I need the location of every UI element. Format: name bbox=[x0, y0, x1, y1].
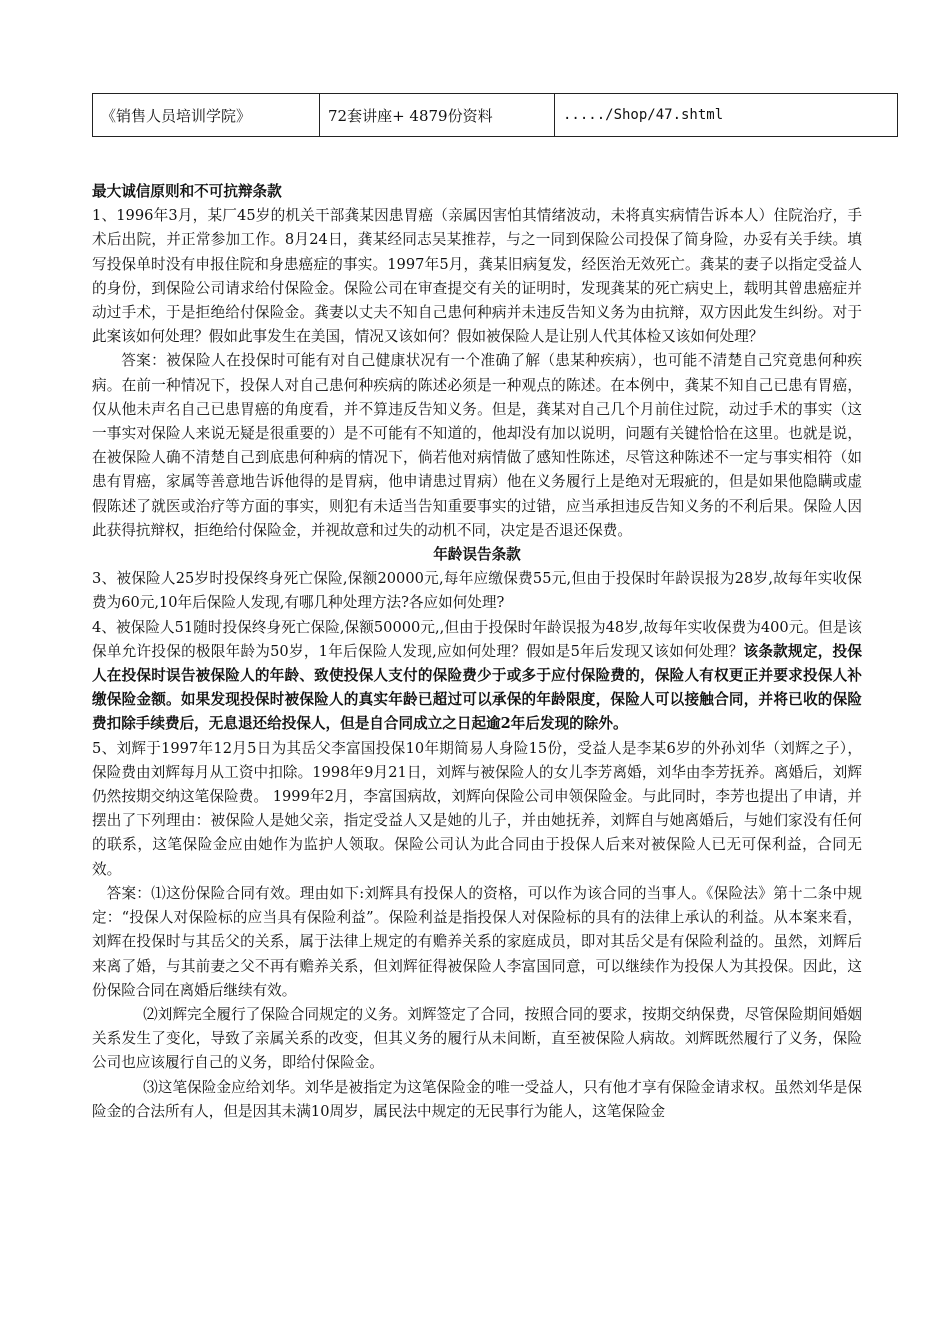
section-title: 最大诚信原则和不可抗辩条款 bbox=[92, 183, 282, 200]
promo-table bbox=[92, 93, 898, 137]
answer-5-part-2: ⑵刘辉完全履行了保险合同规定的义务。刘辉签定了合同，按照合同的要求，按期交纳保费，尽管保险期间婚姻关系发生了变化，导致了亲属关系的改变，但其义务的履行从未间断，直至被保险人病故。刘辉既然履行了义务，保险公司也应该履行自己的义务，即给付保险金。 bbox=[92, 1005, 862, 1072]
question-4 bbox=[92, 616, 862, 737]
answer-5-part-3: ⑶这笔保险金应给刘华。刘华是被指定为这笔保险金的唯一受益人，只有他才享有保险金请求权。虽然刘华是保险金的合法所有人，但是因其未满10周岁，属民法中规定的无民事行为能人，这笔保险金 bbox=[92, 1078, 862, 1120]
question-5: 5、刘辉于1997年12月5日为其岳父李富国投保10年期简易人身险15份，受益人是李某6岁的外孙刘华（刘辉之子），保险费由刘辉每月从工资中扣除。1998年9月21日，刘辉与被保险人的女儿李芳离婚，刘华由李芳抚养。离婚后，刘辉仍然按期交纳这笔保险费。 1999年2月，李富国病故，刘辉向保险公司申领保险金。与此同时，李芳也提出了申请，并摆出了下列理由：被保险人是她父亲，指定受益人又是她的儿子，并由她抚养，刘辉自与她离婚后，与她们家没有任何的联系，这笔保险金应由她作为监护人领取。保险公司认为此合同由于投保人后来对被保险人已无可保利益，合同无效。 bbox=[92, 739, 862, 878]
section-title: 年龄误告条款 bbox=[433, 546, 521, 564]
table-row bbox=[93, 94, 898, 137]
question-4-text: 4、被保险人51随时投保终身死亡保险,保额50000元,,但由于投保时年龄误报为48岁,故每年实收保费为400元。但是该保单允许投保的极限年龄为50岁，1年后保险人发现,应如何处理？假如是5年后发现又该如何处理？ bbox=[92, 618, 862, 660]
answer-1: 答案：被保险人在投保时可能有对自己健康状况有一个准确了解（患某种疾病），也可能不清楚自己究竟患何种疾病。在前一种情况下，投保人对自己患何种疾病的陈述必须是一种观点的陈述。在本例中，龚某不知自己已患有胃癌，仅从他未声名自己已患胃癌的角度看，并不算违反告知义务。但是，龚某对自己几个月前住过院，动过手术的事实（这一事实对保险人来说无疑是很重要的）是不可能有不知道的，他却没有加以说明，问题有关键恰恰在这里。也就是说，在被保险人确不清楚自己到底患何种病的情况下，倘若他对病情做了感知性陈述，尽管这种陈述不一定与事实相符（如患有胃癌，家属等善意地告诉他得的是胃病，他申请患过胃病）他在义务履行上是绝对无瑕疵的，但是如果他隐瞒或虚假陈述了就医或治疗等方面的事实，则犯有未适当告知重要事实的过错，应当承担违反告知义务的不利后果。保险人因此获得抗辩权，拒绝给付保险金，并视故意和过失的动机不同，决定是否退还保费。 bbox=[92, 352, 862, 539]
document-body bbox=[92, 180, 862, 1124]
question-1: 1、1996年3月，某厂45岁的机关干部龚某因患胃癌（亲属因害怕其情绪波动，未将真实病情告诉本人）住院治疗，手术后出院，并正常参加工作。8月24日，龚某经同志吴某推荐，与之一同到保险公司投保了简身险，办妥有关手续。填写投保单时没有申报住院和身患癌症的事实。1997年5月，龚某旧病复发，经医治无效死亡。龚某的妻子以指定受益人的身份，到保险公司请求给付保险金。保险公司在审查提交有关的证明时，发现龚某的死亡病史上，载明其曾患癌症并动过手术，于是拒绝给付保险金。龚妻以丈夫不知自己患何种病并未违反告知义务为由抗辩，双方因此发生纠纷。对于此案该如何处理？假如此事发生在美国，情况又该如何？假如被保险人是让别人代其体检又该如何处理？ bbox=[92, 207, 862, 346]
answer-5-part-1: 答案：⑴这份保险合同有效。理由如下:刘辉具有投保人的资格，可以作为该合同的当事人。《保险法》第十二条中规定：“投保人对保险标的应当具有保险利益”。保险利益是指投保人对保险标的具有的法律上承认的利益。从本案来看，刘辉在投保时与其岳父的关系，属于法律上规定的有赡养关系的家庭成员，即对其岳父是有保险利益的。虽然，刘辉后来离了婚，与其前妻之父不再有赡养关系，但刘辉征得被保险人李富国同意，可以继续作为投保人为其投保。因此，这份保险合同在离婚后继续有效。 bbox=[92, 884, 862, 999]
age-clause-rule: 该条款规定，投保人在投保时误告被保险人的年龄、致使投保人支付的保险费少于或多于应付保险费的，保险人有权更正并要求投保人补缴保险金额。如果发现投保时被保险人的真实年龄已超过可以承保的年龄限度，保险人可以接触合同，并将已收的保险费扣除手续费后，无息退还给投保人，但是自合同成立之日起逾2年后发现的除外。 bbox=[92, 642, 862, 733]
count-cell: 72套讲座+ 4879份资料 bbox=[320, 94, 555, 137]
question-3: 3、被保险人25岁时投保终身死亡保险,保额20000元,每年应缴保费55元,但由于投保时年龄误报为28岁,故每年实收保费为60元,10年后保险人发现,有哪几种处理方法?各应如何处理? bbox=[92, 570, 862, 612]
link-cell[interactable]: ...../Shop/47.shtml bbox=[555, 94, 898, 137]
course-cell: 《销售人员培训学院》 bbox=[93, 94, 320, 137]
